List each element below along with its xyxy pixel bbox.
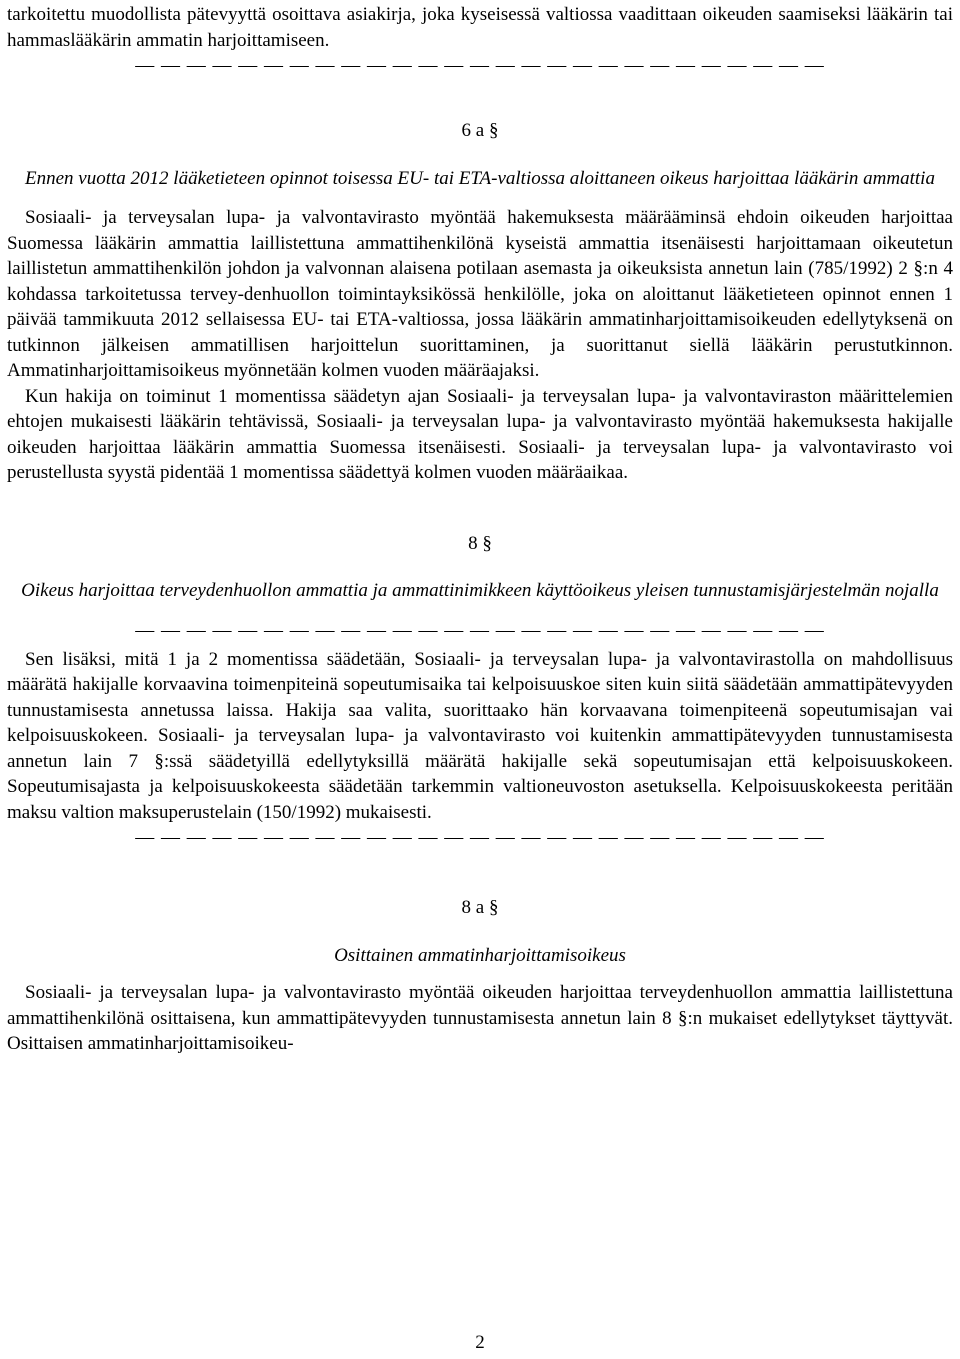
intro-paragraph: tarkoitettu muodollista pätevyyttä osoittava asiakirja, joka kyseisessä valtiossa vaadittaan oikeuden saamiseksi lääkärin tai hammaslääkärin ammatin harjoittamiseen. (7, 4, 953, 51)
spacer (7, 850, 953, 895)
section-6a-paragraph-2: Kun hakija on toiminut 1 momentissa säädetyn ajan Sosiaali- ja terveysalan lupa- ja valvontaviraston määrittelemien ehtojen mukaisesti lääkärin tehtävissä, Sosiaali- ja terveysalan lupa- ja valvontavirasto myöntää hakemuksesta hakijalle oikeuden harjoittaa lääkärin ammattia Suomessa itsenäisesti. Sosiaali- ja terveysalan lupa- ja valvontavirasto voi perustellusta syystä pidentää 1 momentissa säädettyä kolmen vuoden määräaikaa. (7, 385, 953, 483)
spacer (7, 556, 953, 578)
omission-separator: — — — — — — — — — — — — — — — — — — — — — — — — — — — (135, 619, 825, 641)
section-8a-paragraph-1: Sosiaali- ja terveysalan lupa- ja valvontavirasto myöntää oikeuden harjoittaa terveydenhuollon ammattia laillistettuna ammattihenkilönä osittaisena, kun ammattipätevyyden tunnustamisesta annetun lain 8 §:n mukaiset edellytykset täyttyvät. Osittaisen ammatinharjoittamisoikeu- (7, 982, 953, 1054)
section-6a-paragraph-1: Sosiaali- ja terveysalan lupa- ja valvontavirasto myöntää hakemuksesta määrääminsä ehdoin oikeuden harjoittaa Suomessa lääkärin ammattia laillistettuna ammattihenkilönä kyseistä ammattia itsenäisesti harjoittamaan oikeutetun laillistetun ammattihenkilön johdon ja valvonnan alaisena potilaan asemasta ja oikeuksista annetun lain (785/1992) 2 §:n 4 kohdassa tarkoitetussa tervey-denhuollon toimintayksikössä henkilölle, joka on aloittanut lääketieteen opinnot ennen 1 päivää tammikuuta 2012 sellaisessa EU- tai ETA-valtiossa, jossa lääkärin ammatinharjoittamisoikeuden edellytyksenä on tutkinnon jälkeisen ammatillisen harjoittelun suorittaminen, ja suorittanut siellä lääkärin perustutkinnon. Ammatinharjoittamisoikeus myönnetään kolmen vuoden määräajaksi. (7, 207, 953, 381)
spacer (7, 191, 953, 205)
section-8a-number: 8 a § (461, 897, 499, 918)
document-page (7, 2, 953, 1057)
section-8-number: 8 § (468, 532, 492, 554)
spacer (7, 144, 953, 166)
omission-separator: — — — — — — — — — — — — — — — — — — — — — — — — — — — (135, 55, 825, 76)
section-6a-number: 6 a § (461, 120, 499, 141)
spacer (7, 921, 953, 943)
section-6a-heading: Ennen vuotta 2012 lääketieteen opinnot toisessa EU- tai ETA-valtiossa aloittaneen oikeus harjoittaa lääkärin ammattia (25, 167, 935, 189)
section-8a-heading: Osittainen ammatinharjoittamisoikeus (334, 944, 626, 966)
spacer (7, 486, 953, 531)
section-8-paragraph-1: Sen lisäksi, mitä 1 ja 2 momentissa säädetään, Sosiaali- ja terveysalan lupa- ja valvontavirastolla on mahdollisuus määrätä hakijalle korvaavina toimenpiteinä sopeutumisaika tai kelpoisuuskoe siten kuin siitä säädetään ammattipätevyyden tunnustamisesta annetussa laissa. Hakija saa valita, suorittaako hän korvaavana toimenpiteenä sopeutumisajan vai kelpoisuuskokeen. Sosiaali- ja terveysalan lupa- ja valvontavirasto voi kuitenkin ammattipätevyyden tunnustamisesta annetun lain 7 §:ssä säädetyillä edellytyksillä määrätä hakijalle sekä sopeutumisajan että kelpoisuuskokeen. Sopeutumisajasta ja kelpoisuuskokeesta säädetään tarkemmin valtioneuvoston asetuksella. Kelpoisuuskokeesta peritään maksu valtion maksuperustelain (150/1992) mukaisesti. (7, 648, 953, 823)
omission-separator: — — — — — — — — — — — — — — — — — — — — — — — — — — — (135, 827, 825, 848)
spacer (7, 968, 953, 980)
spacer (7, 78, 953, 118)
spacer (7, 604, 953, 618)
section-8-heading: Oikeus harjoittaa terveydenhuollon ammattia ja ammattinimikkeen käyttöoikeus yleisen tunnustamisjärjestelmän nojalla (21, 580, 939, 601)
page-number: 2 (475, 1332, 485, 1353)
